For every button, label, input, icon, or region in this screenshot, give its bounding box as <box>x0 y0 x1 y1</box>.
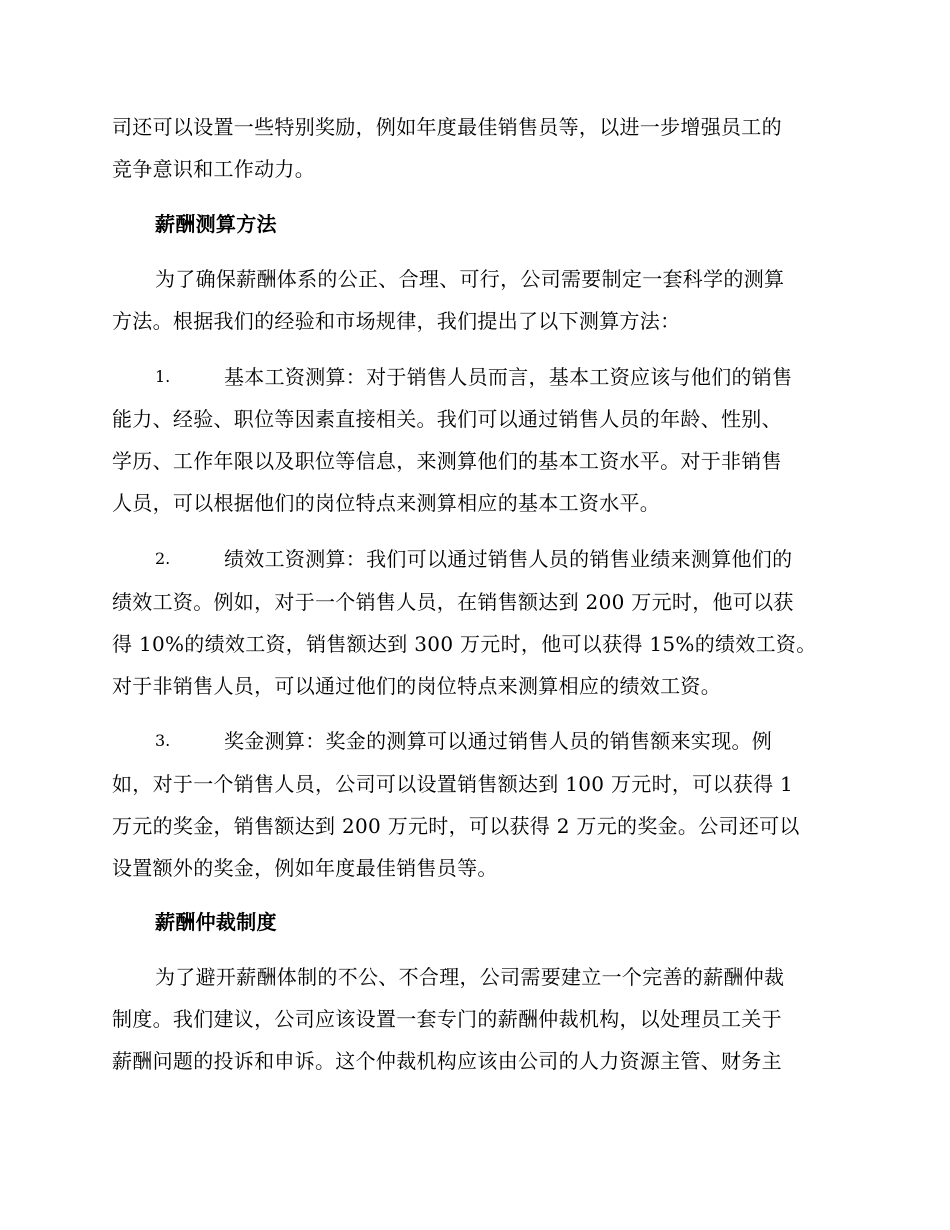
list-item-number: 2. <box>155 549 171 568</box>
list-item-2-line-1: 绩效工资测算：我们可以通过销售人员的销售业绩来测算他们的 <box>224 547 793 571</box>
section2-paragraph-line-1: 为了避开薪酬体制的不公、不合理，公司需要建立一个完善的薪酬仲裁 <box>155 965 785 989</box>
section-heading-calculation: 薪酬测算方法 <box>155 212 277 236</box>
list-item-1-line-1: 基本工资测算：对于销售人员而言，基本工资应该与他们的销售 <box>224 365 793 389</box>
list-item-number: 3. <box>155 731 171 750</box>
list-item-3-line-3: 万元的奖金，销售额达到 200 万元时，可以获得 2 万元的奖金。公司还可以 <box>112 814 800 838</box>
list-item-1-line-4: 人员，可以根据他们的岗位特点来测算相应的基本工资水平。 <box>112 491 661 515</box>
list-item-3-line-1: 奖金测算：奖金的测算可以通过销售人员的销售额来实现。例 <box>224 729 773 753</box>
list-item-1-line-2: 能力、经验、职位等因素直接相关。我们可以通过销售人员的年龄、性别、 <box>112 407 782 431</box>
section1-paragraph-line-1: 为了确保薪酬体系的公正、合理、可行，公司需要制定一套科学的测算 <box>155 267 785 291</box>
intro-line-1: 司还可以设置一些特别奖励，例如年度最佳销售员等，以进一步增强员工的 <box>112 115 782 139</box>
list-item-3-line-2: 如，对于一个销售人员，公司可以设置销售额达到 100 万元时，可以获得 1 <box>112 772 794 796</box>
list-item-2-line-4: 对于非销售人员，可以通过他们的岗位特点来测算相应的绩效工资。 <box>112 674 721 698</box>
intro-line-2: 竞争意识和工作动力。 <box>112 157 315 181</box>
section2-paragraph-line-2: 制度。我们建议，公司应该设置一套专门的薪酬仲裁机构，以处理员工关于 <box>112 1007 782 1031</box>
section2-paragraph-line-3: 薪酬问题的投诉和申诉。这个仲裁机构应该由公司的人力资源主管、财务主 <box>112 1049 782 1073</box>
section1-paragraph-line-2: 方法。根据我们的经验和市场规律，我们提出了以下测算方法： <box>112 309 681 333</box>
list-item-1-line-3: 学历、工作年限以及职位等信息，来测算他们的基本工资水平。对于非销售 <box>112 449 782 473</box>
list-item-2-line-2: 绩效工资。例如，对于一个销售人员，在销售额达到 200 万元时，他可以获 <box>112 590 794 614</box>
section-heading-arbitration: 薪酬仲裁制度 <box>155 910 277 934</box>
list-item-3-line-4: 设置额外的奖金，例如年度最佳销售员等。 <box>112 856 498 880</box>
list-item-number: 1. <box>155 367 171 386</box>
list-item-2-line-3: 得 10%的绩效工资，销售额达到 300 万元时，他可以获得 15%的绩效工资。 <box>112 632 817 656</box>
